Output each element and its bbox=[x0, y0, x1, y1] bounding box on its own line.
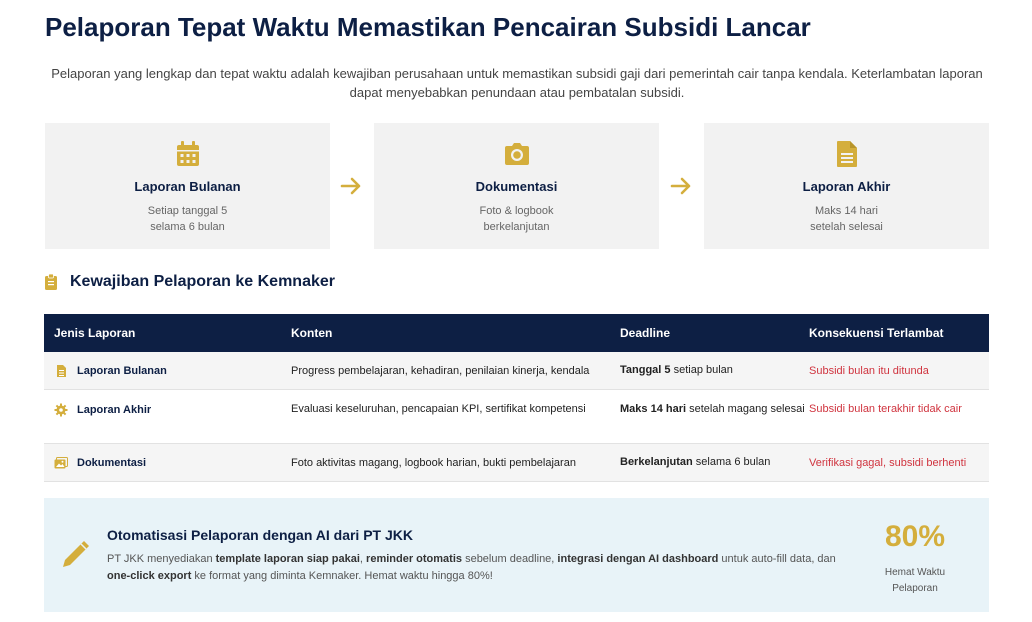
camera-icon bbox=[502, 139, 532, 169]
table-row bbox=[44, 444, 989, 482]
document-icon bbox=[832, 139, 862, 169]
reporting-steps bbox=[45, 123, 989, 249]
image-icon bbox=[54, 456, 68, 470]
intro-text: Pelaporan yang lengkap dan tepat waktu adalah kewajiban perusahaan untuk memastikan subsidi gaji dari pemerintah cair tanpa kendala. Keterlambatan laporan dapat menyebabkan penundaan atau pembatalan subsidi. bbox=[51, 66, 983, 100]
report-type-cell: Laporan Akhir bbox=[44, 402, 290, 417]
step-desc: Setiap tanggal 5 selama 6 bulan bbox=[147, 205, 228, 233]
gear-icon bbox=[54, 403, 68, 417]
stat-label: Hemat Waktu Pelaporan bbox=[884, 567, 946, 594]
column-header: Konten bbox=[291, 326, 333, 340]
calendar-icon bbox=[173, 139, 203, 169]
deadline-cell: Maks 14 hari setelah magang selesai bbox=[620, 403, 805, 415]
table-row bbox=[44, 390, 989, 444]
column-header: Deadline bbox=[620, 325, 671, 340]
content-cell: Foto aktivitas magang, logbook harian, bukti pembelajaran bbox=[291, 456, 576, 469]
consequence-cell: Subsidi bulan terakhir tidak cair bbox=[809, 403, 962, 415]
section-title: Kewajiban Pelaporan ke Kemnaker bbox=[70, 273, 335, 290]
column-header: Jenis Laporan bbox=[54, 326, 136, 340]
step-title: Dokumentasi bbox=[475, 179, 558, 194]
table-row bbox=[44, 352, 989, 390]
ai-title: Otomatisasi Pelaporan dengan AI dari PT JKK bbox=[107, 527, 413, 543]
arrow-right-icon bbox=[340, 175, 362, 197]
step-title: Laporan Bulanan bbox=[134, 179, 241, 194]
content-cell: Progress pembelajaran, kehadiran, penilaian kinerja, kendala bbox=[291, 364, 590, 377]
clipboard-icon bbox=[45, 274, 57, 290]
file-icon bbox=[54, 364, 68, 378]
section-heading bbox=[45, 272, 335, 292]
report-type-cell: Laporan Bulanan bbox=[44, 364, 290, 378]
consequence-cell: Subsidi bulan itu ditunda bbox=[809, 364, 929, 377]
step-monthly-report bbox=[45, 123, 330, 249]
deadline-cell: Berkelanjutan selama 6 bulan bbox=[620, 456, 771, 468]
page-title: Pelaporan Tepat Waktu Memastikan Pencairan Subsidi Lancar bbox=[45, 12, 811, 42]
step-desc: Foto & logbook berkelanjutan bbox=[479, 205, 554, 233]
deadline-cell: Tanggal 5 setiap bulan bbox=[620, 364, 733, 376]
report-type-cell: Dokumentasi bbox=[44, 456, 290, 470]
table-header bbox=[44, 314, 989, 352]
column-header: Konsekuensi Terlambat bbox=[809, 326, 944, 340]
step-title: Laporan Akhir bbox=[802, 179, 891, 194]
ai-automation-panel bbox=[44, 498, 989, 612]
consequence-cell: Verifikasi gagal, subsidi berhenti bbox=[809, 456, 967, 469]
step-documentation bbox=[374, 123, 659, 249]
step-final-report bbox=[704, 123, 989, 249]
content-cell: Evaluasi keseluruhan, pencapaian KPI, sertifikat kompetensi bbox=[291, 403, 586, 415]
reporting-table bbox=[44, 314, 989, 482]
step-desc: Maks 14 hari setelah selesai bbox=[810, 205, 883, 233]
ai-description: PT JKK menyediakan template laporan siap pakai, reminder otomatis sebelum deadline, integrasi dengan AI dashboard untuk auto-fill data, dan one-click export ke format yang diminta Kemnaker. Hemat waktu hingga 80%! bbox=[107, 553, 836, 582]
pen-icon bbox=[60, 538, 92, 570]
arrow-right-icon bbox=[670, 175, 692, 197]
stat-value: 80% bbox=[884, 520, 946, 553]
